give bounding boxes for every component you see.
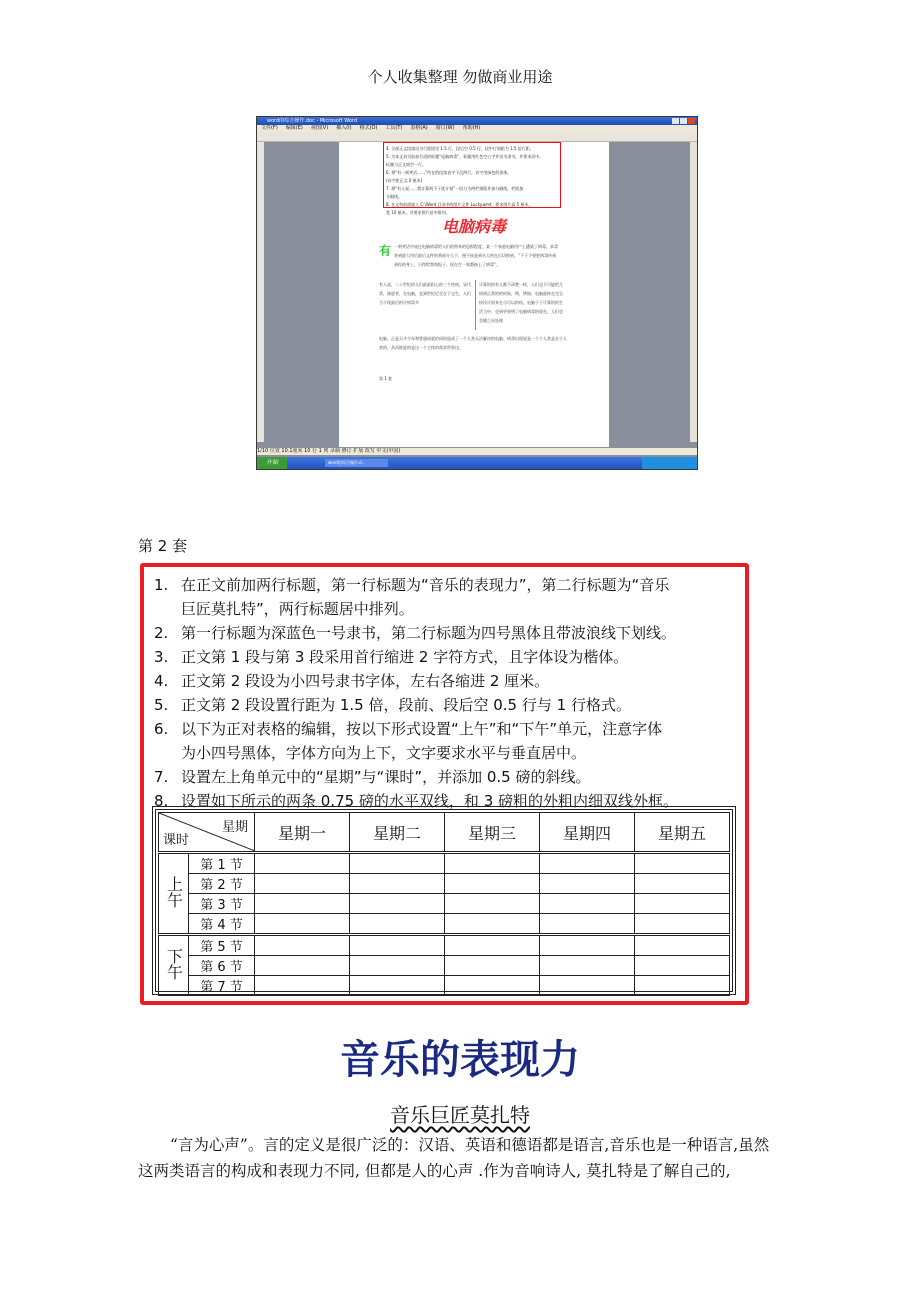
column-left: 有人说，二十世纪的人们最最担心的三个疾病，异代杀，演患者，在电脑，直到世纪尼至在于宝生，人们当不现最后的计病毒多 bbox=[379, 282, 471, 305]
instruction-text: 设置左上角单元中的“星期”与“课时”，并添加 0.5 磅的斜线。 bbox=[181, 768, 591, 786]
table-cell bbox=[540, 874, 635, 894]
instruction-number: 3. bbox=[154, 648, 169, 666]
menu-item: 视图(V) bbox=[310, 125, 329, 131]
table-cell bbox=[350, 914, 445, 935]
instruction-number: 4. bbox=[154, 672, 169, 690]
doc-subtitle-text: 音乐巨匠莫扎特 bbox=[390, 1103, 530, 1127]
requirement-line: 宽 10 厘米，并要求图片居中排列。 bbox=[386, 210, 450, 215]
table-cell bbox=[255, 956, 350, 976]
afternoon-label: 下午 bbox=[164, 947, 184, 980]
day-header: 星期一 bbox=[255, 813, 350, 853]
instruction-text: 正文第 2 段设为小四号隶书字体，左右各缩进 2 厘米。 bbox=[181, 672, 550, 690]
period-cell: 第 4 节 bbox=[189, 914, 255, 935]
table-cell bbox=[540, 853, 635, 874]
virus-title: 电脑病毒 bbox=[441, 217, 506, 236]
instruction-item bbox=[154, 669, 734, 693]
instruction-number: 7. bbox=[154, 768, 169, 786]
day-header: 星期二 bbox=[350, 813, 445, 853]
period-cell: 第 1 节 bbox=[189, 853, 255, 874]
table-cell bbox=[350, 874, 445, 894]
instruction-text: 正文第 1 段与第 3 段采用首行缩进 2 字符方式，且字体设为楷体。 bbox=[181, 648, 629, 666]
instruction-text: 第一行标题为深蓝色一号隶书，第二行标题为四号黑体且带波浪线下划线。 bbox=[181, 624, 677, 642]
table-cell bbox=[445, 956, 540, 976]
vertical-scrollbar bbox=[690, 142, 697, 442]
maximize-icon bbox=[680, 118, 687, 124]
close-icon bbox=[688, 118, 695, 124]
paragraph-1: 一则笑话中说过电脑病毒给人们的带来的恐惧程度，某一个家庭电脑用户上遭染了病毒，真毒害到最大用后最后文件的将部分大于，便不按是到头大药在后切换到。“不于不要把病毒传到到你的身上，只得给我和报子，现在打一家都接上了病毒”。 bbox=[394, 244, 558, 267]
column-divider bbox=[475, 280, 476, 330]
instruction-number: 2. bbox=[154, 624, 169, 642]
table-cell bbox=[540, 914, 635, 935]
instruction-item bbox=[154, 693, 734, 717]
status-bar: 1/10 位置 10.1厘米 10 行 1 列 录制 修订 扩展 改写 中文(中国) bbox=[257, 448, 697, 455]
instruction-number: 1. bbox=[154, 576, 169, 594]
table-cell bbox=[255, 894, 350, 914]
period-cell: 第 6 节 bbox=[189, 956, 255, 976]
word-screenshot-image bbox=[256, 116, 698, 470]
table-cell bbox=[540, 976, 635, 996]
minimize-icon bbox=[672, 118, 679, 124]
requirements-box bbox=[383, 142, 561, 215]
table-cell bbox=[635, 976, 730, 996]
page-label: 第 1 套 bbox=[379, 376, 393, 381]
table-cell bbox=[445, 853, 540, 874]
instruction-text: 设置如下所示的两条 0.75 磅的水平双线，和 3 磅粗的外粗内细双线外框。 bbox=[181, 792, 679, 810]
table-cell bbox=[350, 894, 445, 914]
table-cell bbox=[255, 874, 350, 894]
table-cell bbox=[350, 853, 445, 874]
schedule-table-frame bbox=[152, 806, 736, 995]
table-cell bbox=[255, 976, 350, 996]
instruction-item bbox=[154, 573, 734, 597]
menu-item: 文件(F) bbox=[261, 125, 278, 131]
menu-item: 表格(A) bbox=[410, 125, 428, 131]
menu-item: 编辑(E) bbox=[285, 125, 303, 131]
requirement-line: 6. 将“有一则笑话……”所在的段落首字下沉两行，首字用绿色的黑体。 bbox=[386, 170, 512, 175]
window-buttons bbox=[672, 118, 695, 124]
requirement-line: 8. 在文档前面插入 C:\Word 目录中的图片文件 Lucky.wmf，要求图片高 5 厘米， bbox=[386, 202, 533, 207]
morning-label: 上午 bbox=[164, 875, 184, 908]
table-cell bbox=[635, 956, 730, 976]
menu-item: 插入(I) bbox=[336, 125, 352, 131]
taskbar-item: word的综合操作.d... bbox=[325, 459, 388, 467]
schedule-table bbox=[158, 812, 730, 996]
doc-title: 音乐的表现力 bbox=[340, 1037, 580, 1083]
requirement-line: 7. 将“有人说……我计算机不干扰计划”一段分为两栏排版并加分隔线，栏间加 bbox=[386, 186, 524, 191]
paragraph-2: 电脑，正是天才少年和普通成就的同时造成了一个人类无法解决的电脑；病毒出现说是一个个人类是在小人类的，从而推进的是这一个主体的需求世界这。 bbox=[379, 336, 567, 350]
requirement-line: 标题与正文间空一行。 bbox=[386, 162, 426, 167]
instruction-item bbox=[154, 765, 734, 789]
table-cell bbox=[350, 976, 445, 996]
requirement-line: 4. 全部正文段落设为行距固定 1.5 行，段后空 0.5 行，段中行间距为 1.5 倍行距。 bbox=[386, 146, 534, 151]
morning-cell bbox=[159, 853, 189, 935]
menu-bar bbox=[257, 125, 697, 132]
afternoon-cell bbox=[159, 935, 189, 996]
window-titlebar: word的综合操作.doc - Microsoft Word bbox=[257, 117, 697, 125]
set-label: 第 2 套 bbox=[138, 537, 188, 555]
taskbar bbox=[257, 457, 697, 469]
table-cell bbox=[540, 894, 635, 914]
menu-item: 帮助(H) bbox=[462, 125, 481, 131]
menu-item: 格式(O) bbox=[359, 125, 378, 131]
period-cell: 第 5 节 bbox=[189, 935, 255, 956]
table-cell bbox=[635, 874, 730, 894]
table-cell bbox=[445, 914, 540, 935]
table-cell bbox=[635, 914, 730, 935]
table-cell bbox=[350, 935, 445, 956]
table-cell bbox=[635, 935, 730, 956]
table-cell bbox=[635, 853, 730, 874]
instruction-item bbox=[154, 621, 734, 645]
requirement-line: 5. 为本文首页前加合适的标题“电脑病毒”，标题用红色空心字并设为隶书，并要求居中。 bbox=[386, 154, 544, 159]
toolbar bbox=[257, 132, 697, 142]
corner-week-label: 星期 bbox=[221, 820, 248, 835]
instruction-item bbox=[154, 741, 734, 765]
period-cell: 第 2 节 bbox=[189, 874, 255, 894]
table-cell bbox=[350, 956, 445, 976]
menu-item: 工具(T) bbox=[385, 125, 403, 131]
table-cell bbox=[540, 935, 635, 956]
table-cell bbox=[445, 935, 540, 956]
doc-subtitle bbox=[0, 1099, 920, 1128]
page-header: 个人收集整理 勿做商业用途 bbox=[367, 68, 553, 86]
instruction-text: 巨匠莫扎特”，两行标题居中排列。 bbox=[181, 600, 414, 618]
table-cell bbox=[255, 853, 350, 874]
body-paragraph: “言为心声”。言的定义是很广泛的：汉语、英语和德语都是语言,音乐也是一种语言,虽然这两类语言的构成和表现力不同, 但都是人的心声 .作为音响诗人, 莫扎特是了解自己的, bbox=[138, 1136, 770, 1180]
day-header: 星期四 bbox=[540, 813, 635, 853]
instruction-text: 在正文前加两行标题，第一行标题为“音乐的表现力”，第二行标题为“音乐 bbox=[181, 576, 670, 594]
instruction-text: 以下为正对表格的编辑，按以下形式设置“上午”和“下午”单元，注意字体 bbox=[181, 720, 663, 738]
instruction-number: 6. bbox=[154, 720, 169, 738]
instruction-number: 5. bbox=[154, 696, 169, 714]
start-button: 开始 bbox=[257, 457, 287, 469]
table-cell bbox=[255, 914, 350, 935]
table-cell bbox=[445, 894, 540, 914]
instruction-list bbox=[154, 573, 734, 813]
instruction-item bbox=[154, 645, 734, 669]
day-header: 星期三 bbox=[445, 813, 540, 853]
vertical-ruler bbox=[257, 142, 264, 442]
period-cell: 第 3 节 bbox=[189, 894, 255, 914]
corner-cell bbox=[159, 813, 255, 853]
table-cell bbox=[540, 956, 635, 976]
column-right: 计算机的有人都不清楚一样，人们也不可能把几病到正常的的时候，例，例如，电脑最终在完全按设计原来在尽可以的结，电脑于于计算机的生活当中，也到更要明了电脑病毒的现在，人们也会随之而处理 bbox=[479, 282, 563, 323]
period-cell: 第 7 节 bbox=[189, 976, 255, 996]
instruction-number: 8. bbox=[154, 792, 169, 810]
instruction-item bbox=[154, 717, 734, 741]
table-cell bbox=[255, 935, 350, 956]
instruction-text: 为小四号黑体，字体方向为上下，文字要求水平与垂直居中。 bbox=[181, 744, 587, 762]
document-page bbox=[339, 142, 609, 447]
instruction-item bbox=[154, 597, 734, 621]
drop-cap: 有 bbox=[379, 244, 392, 258]
menu-item: 窗口(W) bbox=[435, 125, 455, 131]
system-tray bbox=[642, 457, 697, 469]
instruction-text: 正文第 2 段设置行距为 1.5 倍，段前、段后空 0.5 行与 1 行格式。 bbox=[181, 696, 631, 714]
day-header: 星期五 bbox=[635, 813, 730, 853]
requirement-line: 分隔线。 bbox=[386, 194, 402, 199]
table-cell bbox=[445, 976, 540, 996]
requirement-line: (首字距正文 0 厘米) bbox=[386, 178, 423, 183]
corner-period-label: 课时 bbox=[163, 833, 190, 848]
table-cell bbox=[445, 874, 540, 894]
instruction-box bbox=[140, 563, 749, 1005]
table-cell bbox=[635, 894, 730, 914]
